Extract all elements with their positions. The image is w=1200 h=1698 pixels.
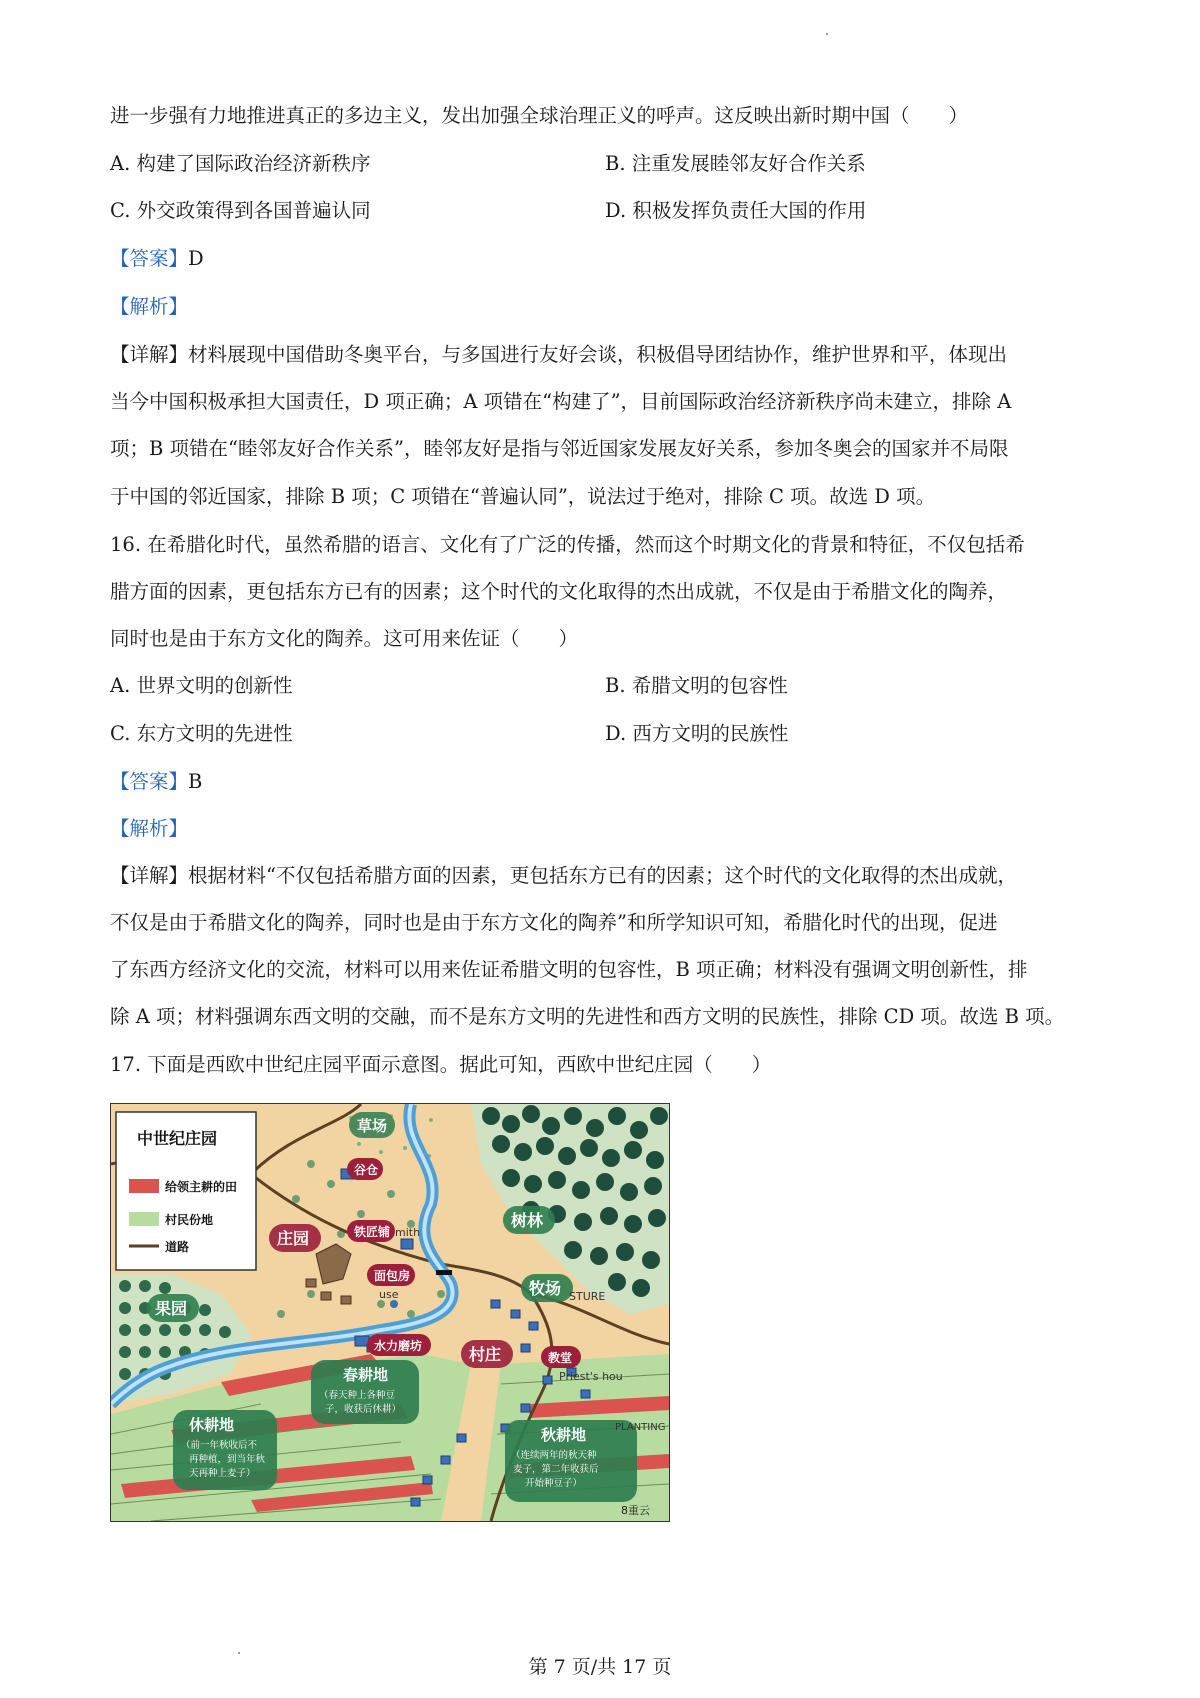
q15-option-d: D. 积极发挥负责任大国的作用: [605, 199, 867, 222]
q15-option-a: A. 构建了国际政治经济新秩序: [110, 152, 371, 175]
label-manor: 庄园: [277, 1229, 310, 1248]
legend-swatch-lord: [129, 1179, 159, 1193]
label-priest-residual: Priest's hou: [559, 1370, 623, 1383]
detail-text: 根据材料“不仅包括希腊方面的因素，更包括东方已有的因素；这个时代的文化取得的杰出成就，: [188, 864, 1017, 887]
note-autumn-3: 开始种豆子）: [525, 1478, 583, 1489]
q16-detail-line: 不仅是由于希腊文化的陶养，同时也是由于东方文化的陶养”和所学知识可知，希腊化时代的出现，促进: [110, 911, 998, 934]
q16-option-a: A. 世界文明的创新性: [110, 674, 293, 697]
q16-stem-line: 腊方面的因素，更包括东方已有的因素；这个时代的文化取得的杰出成就，不仅是由于希腊文化的陶养，: [110, 580, 1008, 603]
label-orchard: 果园: [155, 1299, 188, 1318]
q16-analysis-tag: 【解析】: [110, 817, 189, 840]
detail-text: 材料展现中国借助冬奥平台，与多国进行友好会谈，积极倡导团结协作，维护世界和平，体现出: [188, 343, 1008, 366]
note-fallow-2: 再种植，到当年秋: [189, 1454, 266, 1465]
q16-answer: [110, 768, 202, 796]
q15-option-c: C. 外交政策得到各国普遍认同: [110, 199, 371, 222]
legend-villager-land: 村民份地: [165, 1213, 214, 1227]
answer-value: D: [188, 247, 204, 270]
legend-road: 道路: [165, 1240, 190, 1254]
q16-stem-line: 同时也是由于东方文化的陶养。这可用来佐证（ ）: [110, 627, 579, 650]
label-meadow: 草场: [357, 1117, 388, 1135]
well-icon: [390, 1300, 398, 1308]
bridge-icon: [436, 1270, 452, 1275]
label-fallow-field: 休耕地: [189, 1416, 235, 1434]
q16-option-b: B. 希腊文明的包容性: [605, 674, 788, 697]
q15-analysis-tag: 【解析】: [110, 295, 189, 318]
note-fallow-3: 天再种上麦子）: [189, 1468, 256, 1479]
q16-detail-line: 了东西方经济文化的交流，材料可以用来佐证希腊文明的包容性，B 项正确；材料没有强调文明创新性，排: [110, 958, 1028, 981]
label-spring-field: 春耕地: [343, 1366, 389, 1384]
q15-detail-line: 项；B 项错在“睦邻友好合作关系”，睦邻友好是指与邻近国家发展友好关系，参加冬奥会的国家并不局限: [110, 437, 1009, 460]
answer-value: B: [188, 770, 203, 793]
label-watermill: 水力磨坊: [374, 1339, 423, 1353]
note-autumn-2: 麦子，第二年收获后: [513, 1464, 599, 1475]
label-village: 村庄: [469, 1345, 502, 1364]
q16-stem-line: 16. 在希腊化时代，虽然希腊的语言、文化有了广泛的传播，然而这个时期文化的背景和特征，不仅包括希: [110, 533, 1025, 556]
answer-tag: 【答案】: [110, 247, 189, 270]
label-autumn-field: 秋耕地: [541, 1426, 587, 1444]
label-smith-residual: mith: [395, 1226, 421, 1239]
q16-option-c: C. 东方文明的先进性: [110, 722, 293, 745]
manor-map: [110, 1103, 670, 1522]
detail-tag: 【详解】: [110, 343, 189, 366]
q15-detail-line: 当今中国积极承担大国责任，D 项正确；A 项错在“构建了”，目前国际政治经济新秩序尚未建立，排除 A: [110, 390, 1012, 413]
page-number: 第 7 页/共 17 页: [528, 1656, 672, 1678]
q17-stem: 17. 下面是西欧中世纪庄园平面示意图。据此可知，西欧中世纪庄园（ ）: [110, 1053, 772, 1076]
note-spring-2: 子，收获后休耕）: [325, 1404, 402, 1415]
label-bakery: 面包房: [374, 1269, 411, 1283]
label-granary: 谷仓: [354, 1163, 379, 1177]
answer-tag: 【答案】: [110, 770, 189, 793]
legend-lord-field: 给领主耕的田: [165, 1180, 238, 1194]
label-church: 教堂: [548, 1351, 573, 1365]
label-pasture: 牧场: [529, 1279, 562, 1298]
detail-tag: 【详解】: [110, 864, 189, 887]
label-smithy: 铁匠铺: [354, 1225, 391, 1239]
label-planting-residual: PLANTING: [615, 1422, 666, 1433]
q15-detail-line: [110, 341, 1007, 369]
q15-detail-line: 于中国的邻近国家，排除 B 项；C 项错在“普遍认同”，说法过于绝对，排除 C 项。故选 D 项。: [110, 485, 936, 508]
map-credit: 8重云: [621, 1504, 650, 1517]
q16-detail-line: [110, 862, 1017, 890]
q15-stem-end: 进一步强有力地推进真正的多边主义，发出加强全球治理正义的呼声。这反映出新时期中国（ ）: [110, 104, 969, 127]
q16-option-d: D. 西方文明的民族性: [605, 722, 789, 745]
note-fallow-1: （前一年秋收后不: [181, 1440, 258, 1451]
note-autumn-1: （连续两年的秋天种: [511, 1450, 597, 1461]
q16-detail-line: 除 A 项；材料强调东西文明的交融，而不是东方文明的先进性和西方文明的民族性，排除 CD 项。故选 B 项。: [110, 1005, 1065, 1028]
q15-answer: [110, 245, 204, 273]
legend-swatch-villager: [129, 1212, 159, 1226]
stray-mark: [826, 33, 828, 35]
label-forest: 树林: [511, 1211, 544, 1230]
map-legend: [116, 1112, 256, 1270]
q15-option-b: B. 注重发展睦邻友好合作关系: [605, 152, 866, 175]
label-house-residual: use: [379, 1288, 399, 1301]
map-title: 中世纪庄园: [137, 1129, 218, 1148]
note-spring-1: （春天种上各种豆: [319, 1390, 396, 1401]
label-pasture-residual: STURE: [569, 1290, 606, 1303]
